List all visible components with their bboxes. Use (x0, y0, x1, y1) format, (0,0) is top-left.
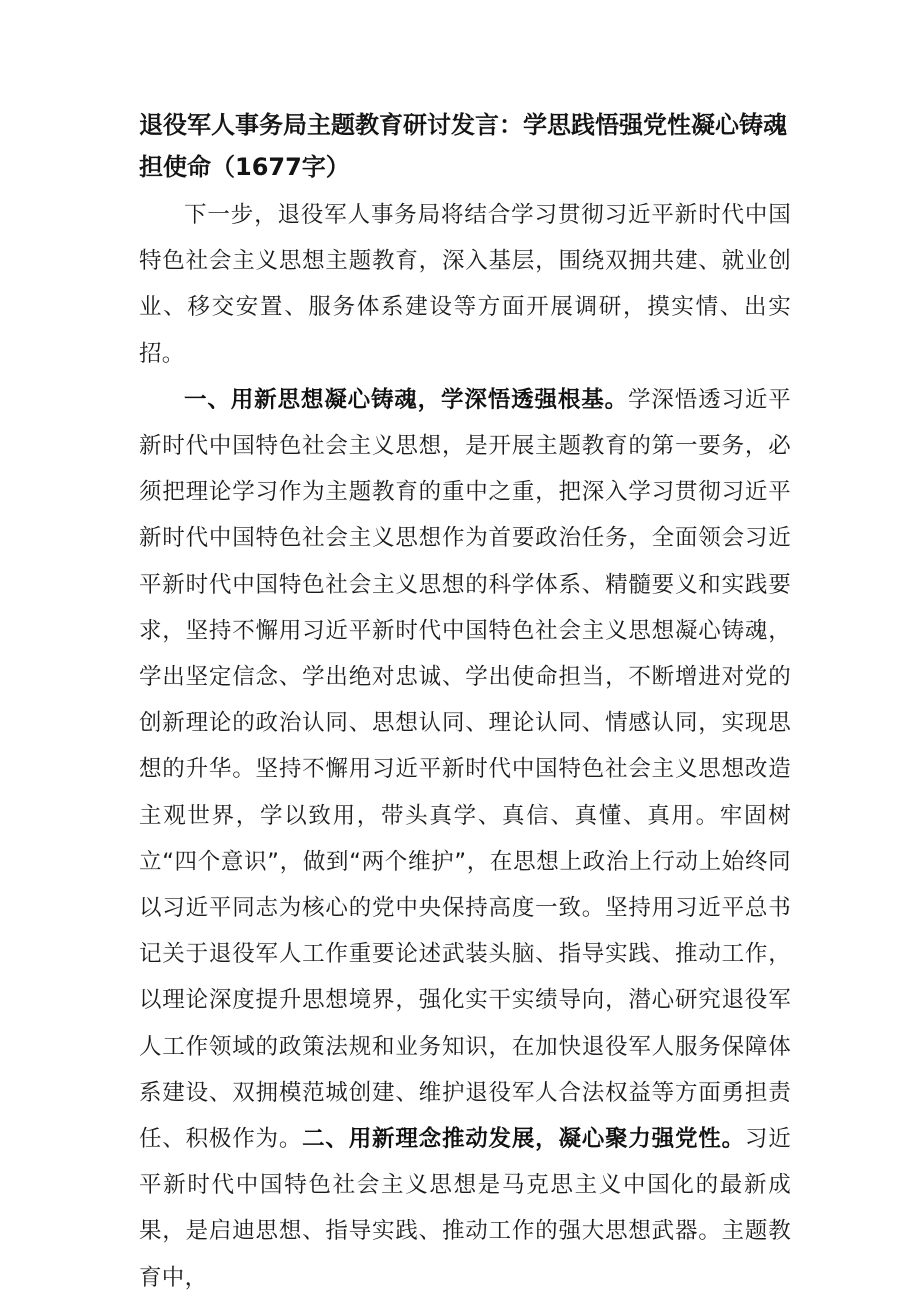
section-heading-one: 一、用新思想凝心铸魂，学深悟透强根基。 (184, 386, 628, 413)
document-body (139, 104, 791, 1301)
body-paragraph (139, 377, 791, 1301)
intro-paragraph: 下一步，退役军人事务局将结合学习贯彻习近平新时代中国特色社会主义思想主题教育，深入基层，围绕双拥共建、就业创业、移交安置、服务体系建设等方面开展调研，摸实情、出实招。 (139, 202, 791, 367)
section-one-text: 学深悟透习近平新时代中国特色社会主义思想，是开展主题教育的第一要务，必须把理论学习作为主题教育的重中之重，把深入学习贯彻习近平新时代中国特色社会主义思想作为首要政治任务，全面领会习近平新时代中国特色社会主义思想的科学体系、精髓要义和实践要求，坚持不懈用习近平新时代中国特色社会主义思想凝心铸魂，学出坚定信念、学出绝对忠诚、学出使命担当，不断增进对党的创新理论的政治认同、思想认同、理论认同、情感认同，实现思想的升华。坚持不懈用习近平新时代中国特色社会主义思想改造主观世界，学以致用，带头真学、真信、真懂、真用。牢固树立“四个意识”，做到“两个维护”，在思想上政治上行动上始终同以习近平同志为核心的党中央保持高度一致。坚持用习近平总书记关于退役军人工作重要论述武装头脑、指导实践、推动工作，以理论深度提升思想境界，强化实干实绩导向，潜心研究退役军人工作领域的政策法规和业务知识，在加快退役军人服务保障体系建设、双拥模范城创建、维护退役军人合法权益等方面勇担责任、积极作为。 (139, 386, 791, 1153)
section-two-text: 习近平新时代中国特色社会主义思想是马克思主义中国化的最新成果，是启迪思想、指导实践、推动工作的强大思想武器。主题教育中， (139, 1126, 791, 1291)
section-heading-two: 二、用新理念推动发展，凝心聚力强党性。 (302, 1126, 745, 1153)
document-title: 退役军人事务局主题教育研讨发言：学思践悟强党性凝心铸魂担使命（1677字） (139, 111, 787, 181)
